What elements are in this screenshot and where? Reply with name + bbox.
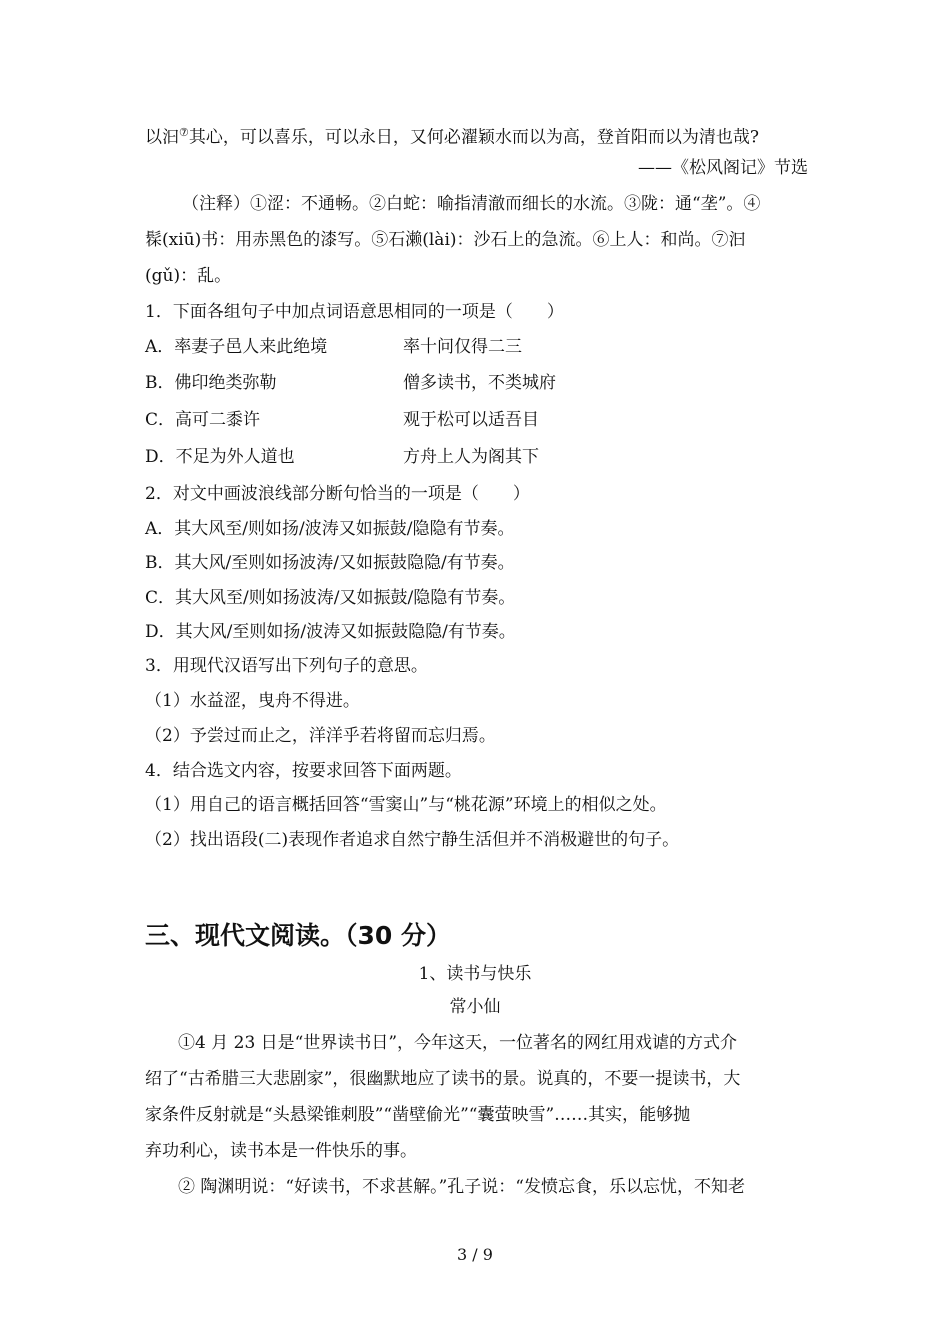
q1-option-a-right: 率十问仅得二三 — [403, 337, 522, 357]
question-4-stem: 4．结合选文内容，按要求回答下面两题。 — [145, 761, 462, 781]
q4-item: （2）找出语段(二)表现作者追求自然宁静生活但并不消极避世的句子。 — [145, 830, 680, 850]
q2-option-d: D．其大风/至则如扬/波涛又如振鼓隐隐/有节奏。 — [145, 622, 516, 642]
page-number: 3 / 9 — [457, 1245, 493, 1264]
q1-option-c-left: C．高可二黍许 — [145, 410, 261, 430]
q4-item: （1）用自己的语言概括回答“雪窦山”与“桃花源”环境上的相似之处。 — [145, 795, 667, 815]
q1-option-b-left: B．佛印绝类弥勒 — [145, 373, 277, 393]
q1-option-a-left: A．率妻子邑人来此绝境 — [145, 337, 328, 357]
q2-option-a: A．其大风至/则如扬/波涛又如振鼓/隐隐有节奏。 — [145, 519, 515, 539]
question-1-stem: 1．下面各组句子中加点词语意思相同的一项是（ ） — [145, 302, 564, 322]
footnote-marker: ⑦ — [179, 126, 189, 139]
question-3-stem: 3．用现代汉语写出下列句子的意思。 — [145, 656, 428, 676]
article-title: 1、读书与快乐 — [418, 964, 532, 984]
paragraph-line: ② 陶渊明说：“好读书，不求甚解。”孔子说：“发愤忘食，乐以忘忧，不知老 — [178, 1177, 745, 1197]
q2-option-c: C．其大风至/则如扬波涛/又如振鼓/隐隐有节奏。 — [145, 588, 516, 608]
annotation-line: 髹(xiū)书：用赤黑色的漆写。⑤石濑(lài)：沙石上的急流。⑥上人：和尚。⑦汩 — [145, 230, 746, 250]
q1-option-c-right: 观于松可以适吾目 — [403, 410, 539, 430]
q1-option-d-right: 方舟上人为阁其下 — [403, 447, 539, 467]
q1-option-b-right: 僧多读书，不类城府 — [403, 373, 556, 393]
q1-option-d-left: D．不足为外人道也 — [145, 447, 295, 467]
passage-source: ——《松风阁记》节选 — [638, 158, 808, 178]
passage-line: 以汩⑦其心，可以喜乐，可以永日，又何必濯颖水而以为高，登首阳而以为清也哉? — [145, 126, 759, 148]
q3-item: （1）水益涩，曳舟不得进。 — [145, 691, 360, 711]
section-heading: 三、现代文阅读。（30 分） — [145, 921, 451, 950]
article-author: 常小仙 — [449, 997, 501, 1017]
paragraph-line: 绍了“古希腊三大悲剧家”，很幽默地应了读书的景。说真的，不要一提读书，大 — [145, 1069, 741, 1089]
annotation-line: (gǔ)：乱。 — [145, 266, 232, 286]
q2-option-b: B．其大风/至则如扬波涛/又如振鼓隐隐/有节奏。 — [145, 553, 515, 573]
paragraph-line: ①4 月 23 日是“世界读书日”，今年这天，一位著名的网红用戏谑的方式介 — [178, 1033, 738, 1053]
paragraph-line: 家条件反射就是“头悬梁锥刺股”“凿壁偷光”“囊萤映雪”……其实，能够抛 — [145, 1105, 691, 1125]
annotation-line: （注释）①涩：不通畅。②白蛇：喻指清澈而细长的水流。③陇：通“垄”。④ — [182, 194, 761, 214]
paragraph-line: 弃功利心，读书本是一件快乐的事。 — [145, 1141, 417, 1161]
q3-item: （2）予尝过而止之，洋洋乎若将留而忘归焉。 — [145, 726, 496, 746]
question-2-stem: 2．对文中画波浪线部分断句恰当的一项是（ ） — [145, 484, 530, 504]
